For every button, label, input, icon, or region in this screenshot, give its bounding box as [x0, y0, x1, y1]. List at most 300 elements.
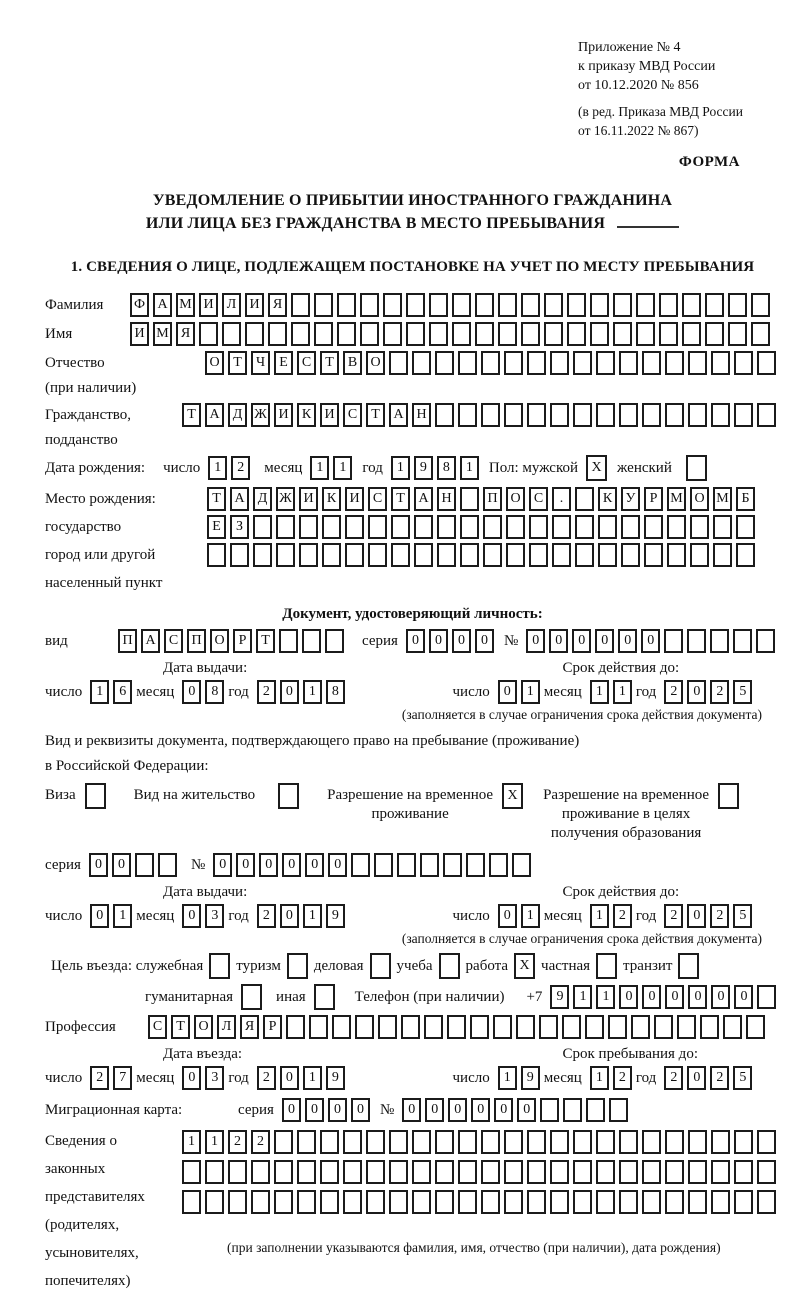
- char-cell[interactable]: [322, 543, 341, 567]
- char-cell[interactable]: [567, 322, 586, 346]
- char-cell[interactable]: 0: [665, 985, 684, 1009]
- char-cell[interactable]: [590, 322, 609, 346]
- char-cell[interactable]: 1: [596, 985, 615, 1009]
- char-cell[interactable]: [700, 1015, 719, 1039]
- char-cell[interactable]: [596, 1190, 615, 1214]
- char-cell[interactable]: [366, 1130, 385, 1154]
- char-cell[interactable]: [332, 1015, 351, 1039]
- char-cell[interactable]: [343, 1190, 362, 1214]
- char-cell[interactable]: Т: [171, 1015, 190, 1039]
- char-cell[interactable]: Л: [222, 293, 241, 317]
- char-cell[interactable]: [452, 293, 471, 317]
- char-cell[interactable]: [586, 1098, 605, 1122]
- char-cell[interactable]: [751, 293, 770, 317]
- char-cell[interactable]: А: [205, 403, 224, 427]
- char-cell[interactable]: [504, 1130, 523, 1154]
- char-cell[interactable]: [527, 351, 546, 375]
- char-cell[interactable]: [337, 322, 356, 346]
- char-cell[interactable]: [437, 543, 456, 567]
- char-cell[interactable]: [182, 1190, 201, 1214]
- char-cell[interactable]: 1: [498, 1066, 517, 1090]
- char-cell[interactable]: [276, 543, 295, 567]
- char-cell[interactable]: 0: [282, 853, 301, 877]
- char-cell[interactable]: [406, 293, 425, 317]
- char-cell[interactable]: С: [164, 629, 183, 653]
- char-cell[interactable]: 0: [498, 680, 517, 704]
- char-cell[interactable]: [734, 403, 753, 427]
- char-cell[interactable]: [550, 1190, 569, 1214]
- char-cell[interactable]: [659, 322, 678, 346]
- char-cell[interactable]: [135, 853, 154, 877]
- char-cell[interactable]: О: [366, 351, 385, 375]
- char-cell[interactable]: [274, 1190, 293, 1214]
- char-cell[interactable]: 0: [619, 985, 638, 1009]
- char-cell[interactable]: [734, 351, 753, 375]
- char-cell[interactable]: [590, 293, 609, 317]
- char-cell[interactable]: 1: [590, 680, 609, 704]
- char-cell[interactable]: 9: [326, 904, 345, 928]
- char-cell[interactable]: 2: [710, 680, 729, 704]
- sex-female-checkbox[interactable]: [686, 455, 707, 481]
- char-cell[interactable]: [665, 403, 684, 427]
- char-cell[interactable]: 8: [326, 680, 345, 704]
- purpose-humanitarian-checkbox[interactable]: [241, 984, 262, 1010]
- char-cell[interactable]: А: [414, 487, 433, 511]
- char-cell[interactable]: 1: [90, 680, 109, 704]
- char-cell[interactable]: [274, 1130, 293, 1154]
- char-cell[interactable]: [613, 293, 632, 317]
- char-cell[interactable]: И: [245, 293, 264, 317]
- char-cell[interactable]: [642, 1130, 661, 1154]
- char-cell[interactable]: [573, 403, 592, 427]
- char-cell[interactable]: Н: [437, 487, 456, 511]
- char-cell[interactable]: 0: [687, 680, 706, 704]
- char-cell[interactable]: Р: [233, 629, 252, 653]
- char-cell[interactable]: 0: [182, 904, 201, 928]
- char-cell[interactable]: [728, 293, 747, 317]
- char-cell[interactable]: 2: [257, 680, 276, 704]
- char-cell[interactable]: [320, 1190, 339, 1214]
- char-cell[interactable]: [460, 515, 479, 539]
- char-cell[interactable]: [360, 293, 379, 317]
- char-cell[interactable]: [621, 543, 640, 567]
- char-cell[interactable]: И: [299, 487, 318, 511]
- char-cell[interactable]: 0: [402, 1098, 421, 1122]
- purpose-tourism-checkbox[interactable]: [287, 953, 308, 979]
- char-cell[interactable]: П: [118, 629, 137, 653]
- char-cell[interactable]: Р: [644, 487, 663, 511]
- char-cell[interactable]: О: [690, 487, 709, 511]
- char-cell[interactable]: Т: [320, 351, 339, 375]
- char-cell[interactable]: [420, 853, 439, 877]
- purpose-private-checkbox[interactable]: [596, 953, 617, 979]
- char-cell[interactable]: [757, 1190, 776, 1214]
- char-cell[interactable]: [596, 1160, 615, 1184]
- char-cell[interactable]: [746, 1015, 765, 1039]
- char-cell[interactable]: [757, 1160, 776, 1184]
- char-cell[interactable]: [345, 543, 364, 567]
- char-cell[interactable]: [291, 293, 310, 317]
- char-cell[interactable]: [619, 403, 638, 427]
- char-cell[interactable]: 1: [303, 680, 322, 704]
- char-cell[interactable]: [573, 1160, 592, 1184]
- char-cell[interactable]: 0: [595, 629, 614, 653]
- char-cell[interactable]: [391, 515, 410, 539]
- char-cell[interactable]: [642, 1190, 661, 1214]
- char-cell[interactable]: [733, 629, 752, 653]
- char-cell[interactable]: 1: [590, 1066, 609, 1090]
- char-cell[interactable]: [397, 853, 416, 877]
- char-cell[interactable]: [573, 1190, 592, 1214]
- residence-permit-checkbox[interactable]: [278, 783, 299, 809]
- char-cell[interactable]: [391, 543, 410, 567]
- char-cell[interactable]: Ж: [251, 403, 270, 427]
- char-cell[interactable]: 0: [406, 629, 425, 653]
- char-cell[interactable]: [435, 351, 454, 375]
- char-cell[interactable]: [460, 487, 479, 511]
- char-cell[interactable]: [575, 543, 594, 567]
- char-cell[interactable]: [552, 543, 571, 567]
- purpose-work-checkbox[interactable]: X: [514, 953, 535, 979]
- char-cell[interactable]: [309, 1015, 328, 1039]
- char-cell[interactable]: [619, 1160, 638, 1184]
- char-cell[interactable]: Т: [207, 487, 226, 511]
- char-cell[interactable]: [458, 351, 477, 375]
- char-cell[interactable]: Л: [217, 1015, 236, 1039]
- char-cell[interactable]: 5: [733, 1066, 752, 1090]
- char-cell[interactable]: [506, 515, 525, 539]
- char-cell[interactable]: [320, 1160, 339, 1184]
- char-cell[interactable]: И: [345, 487, 364, 511]
- char-cell[interactable]: [299, 543, 318, 567]
- char-cell[interactable]: 2: [251, 1130, 270, 1154]
- char-cell[interactable]: [355, 1015, 374, 1039]
- char-cell[interactable]: [435, 403, 454, 427]
- char-cell[interactable]: [483, 543, 502, 567]
- char-cell[interactable]: [585, 1015, 604, 1039]
- char-cell[interactable]: [481, 1160, 500, 1184]
- purpose-official-checkbox[interactable]: [209, 953, 230, 979]
- char-cell[interactable]: [644, 515, 663, 539]
- char-cell[interactable]: [207, 543, 226, 567]
- char-cell[interactable]: 0: [182, 1066, 201, 1090]
- char-cell[interactable]: 9: [521, 1066, 540, 1090]
- char-cell[interactable]: Д: [253, 487, 272, 511]
- char-cell[interactable]: 2: [228, 1130, 247, 1154]
- char-cell[interactable]: Р: [263, 1015, 282, 1039]
- char-cell[interactable]: 0: [448, 1098, 467, 1122]
- char-cell[interactable]: [443, 853, 462, 877]
- char-cell[interactable]: [521, 322, 540, 346]
- char-cell[interactable]: [483, 515, 502, 539]
- char-cell[interactable]: Т: [256, 629, 275, 653]
- char-cell[interactable]: [642, 1160, 661, 1184]
- char-cell[interactable]: [711, 403, 730, 427]
- char-cell[interactable]: [757, 985, 776, 1009]
- char-cell[interactable]: [751, 322, 770, 346]
- char-cell[interactable]: 0: [328, 853, 347, 877]
- char-cell[interactable]: 0: [259, 853, 278, 877]
- char-cell[interactable]: [659, 293, 678, 317]
- char-cell[interactable]: [245, 322, 264, 346]
- char-cell[interactable]: 0: [89, 853, 108, 877]
- char-cell[interactable]: [682, 322, 701, 346]
- char-cell[interactable]: В: [343, 351, 362, 375]
- char-cell[interactable]: [412, 1190, 431, 1214]
- char-cell[interactable]: 1: [613, 680, 632, 704]
- char-cell[interactable]: [563, 1098, 582, 1122]
- char-cell[interactable]: [481, 403, 500, 427]
- char-cell[interactable]: [596, 403, 615, 427]
- char-cell[interactable]: [667, 515, 686, 539]
- char-cell[interactable]: 1: [573, 985, 592, 1009]
- char-cell[interactable]: [383, 322, 402, 346]
- char-cell[interactable]: [481, 1190, 500, 1214]
- char-cell[interactable]: [279, 629, 298, 653]
- char-cell[interactable]: Ф: [130, 293, 149, 317]
- char-cell[interactable]: [470, 1015, 489, 1039]
- char-cell[interactable]: [437, 515, 456, 539]
- char-cell[interactable]: [378, 1015, 397, 1039]
- char-cell[interactable]: 0: [734, 985, 753, 1009]
- char-cell[interactable]: [550, 403, 569, 427]
- char-cell[interactable]: К: [322, 487, 341, 511]
- char-cell[interactable]: [654, 1015, 673, 1039]
- char-cell[interactable]: 2: [710, 904, 729, 928]
- char-cell[interactable]: [458, 1190, 477, 1214]
- char-cell[interactable]: [621, 515, 640, 539]
- char-cell[interactable]: [447, 1015, 466, 1039]
- char-cell[interactable]: 2: [613, 1066, 632, 1090]
- char-cell[interactable]: [567, 293, 586, 317]
- char-cell[interactable]: [297, 1160, 316, 1184]
- char-cell[interactable]: [506, 543, 525, 567]
- char-cell[interactable]: [343, 1160, 362, 1184]
- char-cell[interactable]: [573, 1130, 592, 1154]
- char-cell[interactable]: [297, 1190, 316, 1214]
- char-cell[interactable]: [458, 1130, 477, 1154]
- char-cell[interactable]: [550, 351, 569, 375]
- char-cell[interactable]: [435, 1190, 454, 1214]
- char-cell[interactable]: [665, 1190, 684, 1214]
- char-cell[interactable]: [493, 1015, 512, 1039]
- char-cell[interactable]: 1: [113, 904, 132, 928]
- char-cell[interactable]: [642, 403, 661, 427]
- char-cell[interactable]: [667, 543, 686, 567]
- char-cell[interactable]: [665, 1130, 684, 1154]
- char-cell[interactable]: [677, 1015, 696, 1039]
- char-cell[interactable]: [688, 403, 707, 427]
- char-cell[interactable]: [664, 629, 683, 653]
- char-cell[interactable]: Я: [268, 293, 287, 317]
- char-cell[interactable]: Т: [182, 403, 201, 427]
- char-cell[interactable]: [711, 1130, 730, 1154]
- char-cell[interactable]: 1: [333, 456, 352, 480]
- char-cell[interactable]: [374, 853, 393, 877]
- char-cell[interactable]: [598, 515, 617, 539]
- char-cell[interactable]: [757, 403, 776, 427]
- char-cell[interactable]: [274, 1160, 293, 1184]
- char-cell[interactable]: [550, 1160, 569, 1184]
- char-cell[interactable]: [527, 1190, 546, 1214]
- char-cell[interactable]: [228, 1160, 247, 1184]
- char-cell[interactable]: О: [210, 629, 229, 653]
- char-cell[interactable]: Б: [736, 487, 755, 511]
- char-cell[interactable]: [711, 1190, 730, 1214]
- char-cell[interactable]: С: [529, 487, 548, 511]
- char-cell[interactable]: [368, 543, 387, 567]
- char-cell[interactable]: [575, 515, 594, 539]
- char-cell[interactable]: 2: [664, 680, 683, 704]
- char-cell[interactable]: [757, 1130, 776, 1154]
- char-cell[interactable]: С: [148, 1015, 167, 1039]
- char-cell[interactable]: [550, 1130, 569, 1154]
- char-cell[interactable]: [688, 1190, 707, 1214]
- char-cell[interactable]: [414, 543, 433, 567]
- char-cell[interactable]: 2: [613, 904, 632, 928]
- char-cell[interactable]: [682, 293, 701, 317]
- char-cell[interactable]: 0: [328, 1098, 347, 1122]
- char-cell[interactable]: [286, 1015, 305, 1039]
- char-cell[interactable]: [757, 351, 776, 375]
- char-cell[interactable]: [598, 543, 617, 567]
- char-cell[interactable]: [504, 1160, 523, 1184]
- char-cell[interactable]: 0: [687, 1066, 706, 1090]
- char-cell[interactable]: [182, 1160, 201, 1184]
- char-cell[interactable]: [636, 293, 655, 317]
- sex-male-checkbox[interactable]: X: [586, 455, 607, 481]
- char-cell[interactable]: [452, 322, 471, 346]
- char-cell[interactable]: [504, 351, 523, 375]
- char-cell[interactable]: [291, 322, 310, 346]
- char-cell[interactable]: [734, 1190, 753, 1214]
- purpose-other-checkbox[interactable]: [314, 984, 335, 1010]
- char-cell[interactable]: 0: [236, 853, 255, 877]
- char-cell[interactable]: [429, 322, 448, 346]
- char-cell[interactable]: 3: [205, 904, 224, 928]
- char-cell[interactable]: 8: [437, 456, 456, 480]
- char-cell[interactable]: [642, 351, 661, 375]
- char-cell[interactable]: [544, 322, 563, 346]
- char-cell[interactable]: [253, 515, 272, 539]
- char-cell[interactable]: О: [506, 487, 525, 511]
- char-cell[interactable]: 2: [90, 1066, 109, 1090]
- char-cell[interactable]: [435, 1160, 454, 1184]
- char-cell[interactable]: [644, 543, 663, 567]
- char-cell[interactable]: Е: [207, 515, 226, 539]
- char-cell[interactable]: 0: [641, 629, 660, 653]
- char-cell[interactable]: [389, 351, 408, 375]
- char-cell[interactable]: [322, 515, 341, 539]
- char-cell[interactable]: [475, 322, 494, 346]
- char-cell[interactable]: [512, 853, 531, 877]
- char-cell[interactable]: О: [194, 1015, 213, 1039]
- char-cell[interactable]: 0: [305, 1098, 324, 1122]
- char-cell[interactable]: 7: [113, 1066, 132, 1090]
- char-cell[interactable]: Т: [228, 351, 247, 375]
- char-cell[interactable]: [619, 351, 638, 375]
- char-cell[interactable]: 0: [618, 629, 637, 653]
- temp-permit-edu-checkbox[interactable]: [718, 783, 739, 809]
- char-cell[interactable]: И: [320, 403, 339, 427]
- char-cell[interactable]: [540, 1098, 559, 1122]
- char-cell[interactable]: [573, 351, 592, 375]
- char-cell[interactable]: Я: [176, 322, 195, 346]
- char-cell[interactable]: [466, 853, 485, 877]
- char-cell[interactable]: [299, 515, 318, 539]
- char-cell[interactable]: 0: [351, 1098, 370, 1122]
- char-cell[interactable]: [251, 1160, 270, 1184]
- char-cell[interactable]: [158, 853, 177, 877]
- char-cell[interactable]: [337, 293, 356, 317]
- char-cell[interactable]: [366, 1160, 385, 1184]
- char-cell[interactable]: [504, 1190, 523, 1214]
- char-cell[interactable]: 0: [498, 904, 517, 928]
- char-cell[interactable]: [412, 351, 431, 375]
- char-cell[interactable]: [713, 515, 732, 539]
- char-cell[interactable]: 9: [326, 1066, 345, 1090]
- char-cell[interactable]: [489, 853, 508, 877]
- char-cell[interactable]: З: [230, 515, 249, 539]
- char-cell[interactable]: [711, 351, 730, 375]
- char-cell[interactable]: [596, 351, 615, 375]
- char-cell[interactable]: 1: [182, 1130, 201, 1154]
- char-cell[interactable]: 0: [526, 629, 545, 653]
- char-cell[interactable]: [552, 515, 571, 539]
- char-cell[interactable]: [360, 322, 379, 346]
- visa-checkbox[interactable]: [85, 783, 106, 809]
- char-cell[interactable]: [412, 1160, 431, 1184]
- char-cell[interactable]: [345, 515, 364, 539]
- char-cell[interactable]: [687, 629, 706, 653]
- char-cell[interactable]: [389, 1190, 408, 1214]
- char-cell[interactable]: 2: [257, 904, 276, 928]
- char-cell[interactable]: 0: [280, 904, 299, 928]
- char-cell[interactable]: 1: [208, 456, 227, 480]
- char-cell[interactable]: [688, 351, 707, 375]
- char-cell[interactable]: [424, 1015, 443, 1039]
- char-cell[interactable]: 0: [687, 904, 706, 928]
- char-cell[interactable]: [199, 322, 218, 346]
- char-cell[interactable]: [302, 629, 321, 653]
- char-cell[interactable]: [705, 322, 724, 346]
- char-cell[interactable]: [609, 1098, 628, 1122]
- char-cell[interactable]: 1: [303, 904, 322, 928]
- char-cell[interactable]: А: [153, 293, 172, 317]
- char-cell[interactable]: С: [368, 487, 387, 511]
- char-cell[interactable]: И: [130, 322, 149, 346]
- char-cell[interactable]: Т: [391, 487, 410, 511]
- char-cell[interactable]: [613, 322, 632, 346]
- char-cell[interactable]: 2: [257, 1066, 276, 1090]
- char-cell[interactable]: [619, 1130, 638, 1154]
- char-cell[interactable]: .: [552, 487, 571, 511]
- char-cell[interactable]: 0: [280, 680, 299, 704]
- char-cell[interactable]: И: [199, 293, 218, 317]
- char-cell[interactable]: 0: [688, 985, 707, 1009]
- char-cell[interactable]: [665, 1160, 684, 1184]
- char-cell[interactable]: [690, 515, 709, 539]
- char-cell[interactable]: [389, 1130, 408, 1154]
- char-cell[interactable]: [575, 487, 594, 511]
- temp-permit-checkbox[interactable]: X: [502, 783, 523, 809]
- char-cell[interactable]: 0: [280, 1066, 299, 1090]
- char-cell[interactable]: 1: [391, 456, 410, 480]
- char-cell[interactable]: И: [274, 403, 293, 427]
- char-cell[interactable]: 0: [475, 629, 494, 653]
- char-cell[interactable]: 0: [517, 1098, 536, 1122]
- char-cell[interactable]: 0: [305, 853, 324, 877]
